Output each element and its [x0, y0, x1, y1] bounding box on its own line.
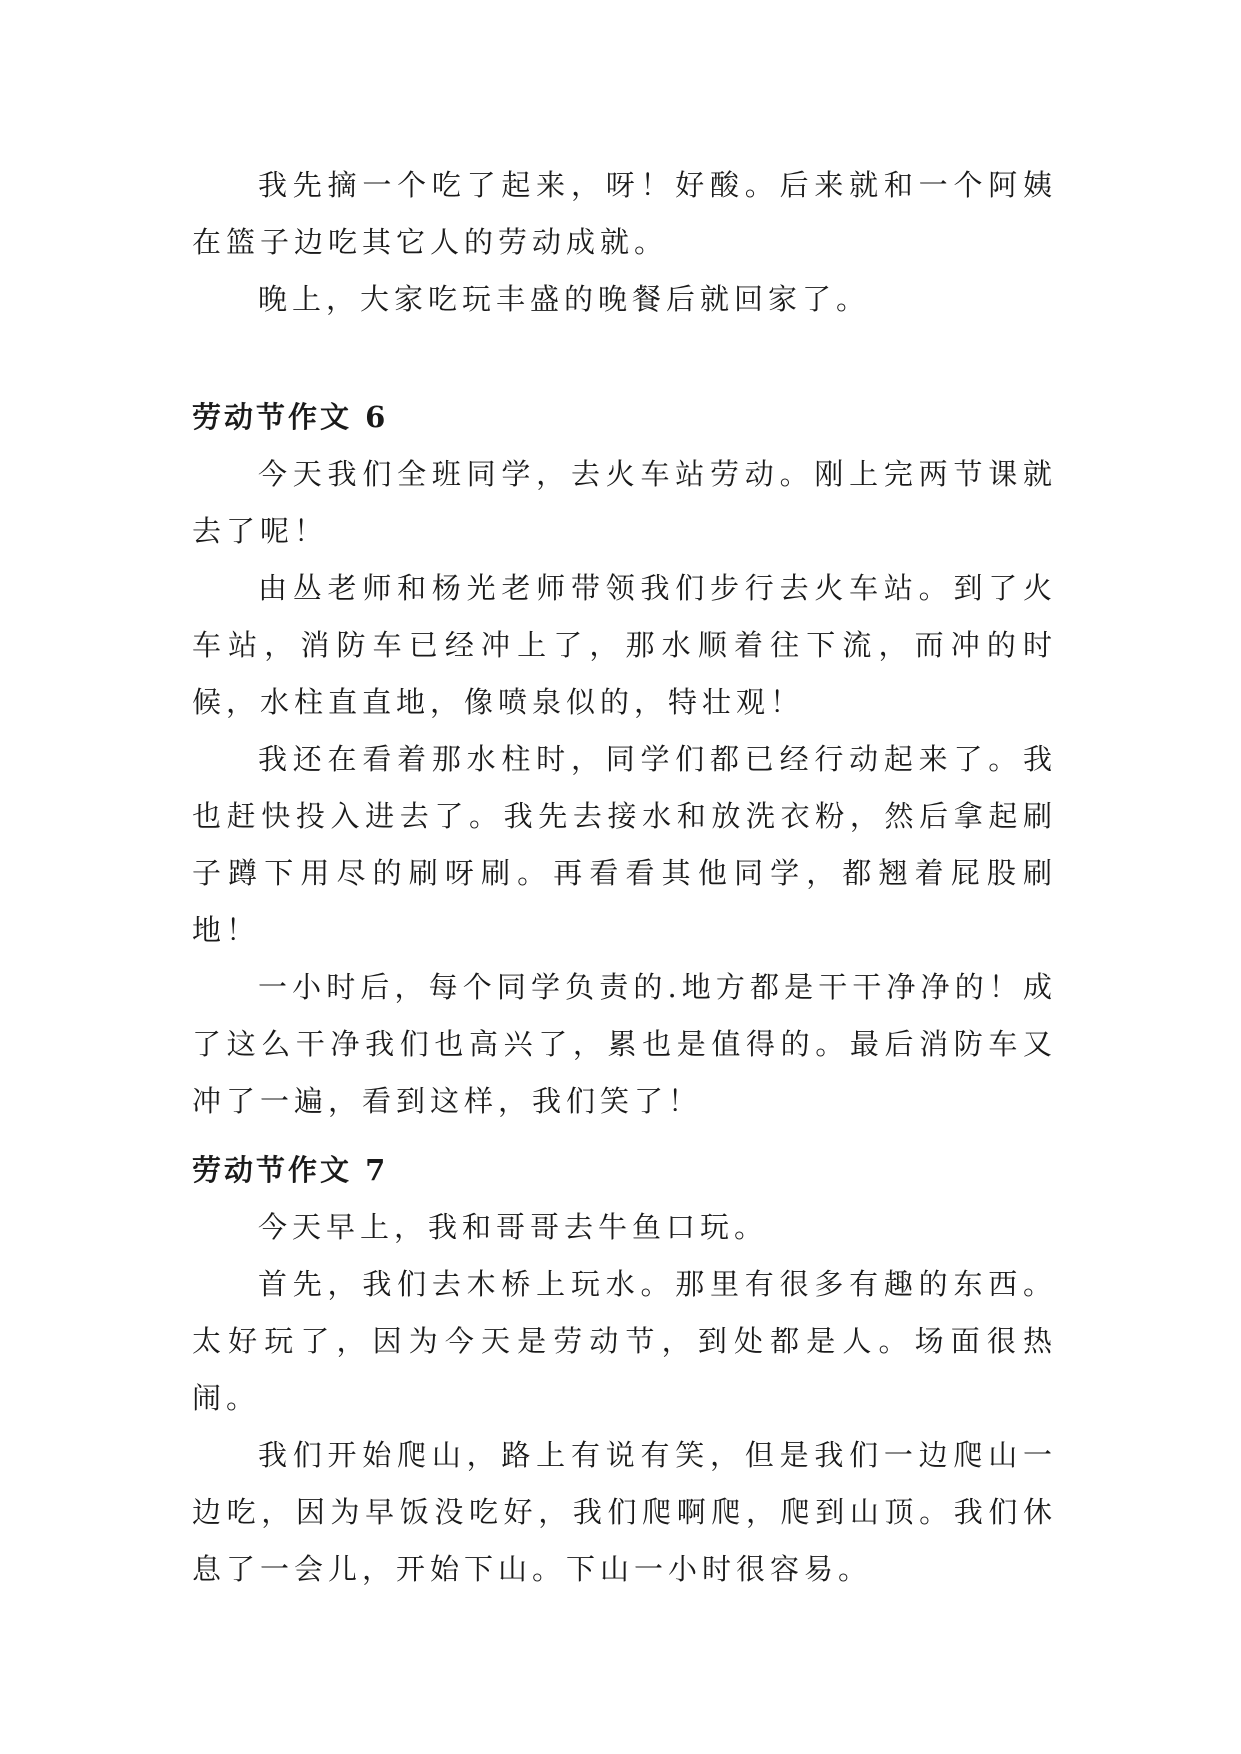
paragraph: 由丛老师和杨光老师带领我们步行去火车站。到了火车站，消防车已经冲上了，那水顺着往下流，而冲的时候，水柱直直地，像喷泉似的，特壮观！	[192, 571, 1057, 719]
essay-section	[192, 1142, 1057, 1598]
paragraph: 今天我们全班同学，去火车站劳动。刚上完两节课就去了呢！	[192, 457, 1057, 548]
paragraph: 晚上，大家吃玩丰盛的晚餐后就回家了。	[258, 282, 871, 316]
essay-section	[192, 389, 1057, 1130]
paragraph: 一小时后，每个同学负责的.地方都是干干净净的！成了这么干净我们也高兴了，累也是值得的。最后消防车又冲了一遍，看到这样，我们笑了！	[192, 970, 1057, 1118]
paragraph: 我们开始爬山，路上有说有笑，但是我们一边爬山一边吃，因为早饭没吃好，我们爬啊爬，爬到山顶。我们休息了一会儿，开始下山。下山一小时很容易。	[192, 1438, 1057, 1586]
section-heading: 劳动节作文 7	[192, 1153, 389, 1187]
intro-block	[192, 157, 1057, 328]
paragraph: 今天早上，我和哥哥去牛鱼口玩。	[258, 1210, 769, 1244]
paragraph: 首先，我们去木桥上玩水。那里有很多有趣的东西。太好玩了，因为今天是劳动节，到处都是人。场面很热闹。	[192, 1267, 1057, 1415]
paragraph: 我先摘一个吃了起来，呀！好酸。后来就和一个阿姨在篮子边吃其它人的劳动成就。	[192, 168, 1057, 259]
paragraph: 我还在看着那水柱时，同学们都已经行动起来了。我也赶快投入进去了。我先去接水和放洗衣粉，然后拿起刷子蹲下用尽的刷呀刷。再看看其他同学，都翘着屁股刷地！	[192, 742, 1057, 947]
section-heading: 劳动节作文 6	[192, 400, 389, 434]
